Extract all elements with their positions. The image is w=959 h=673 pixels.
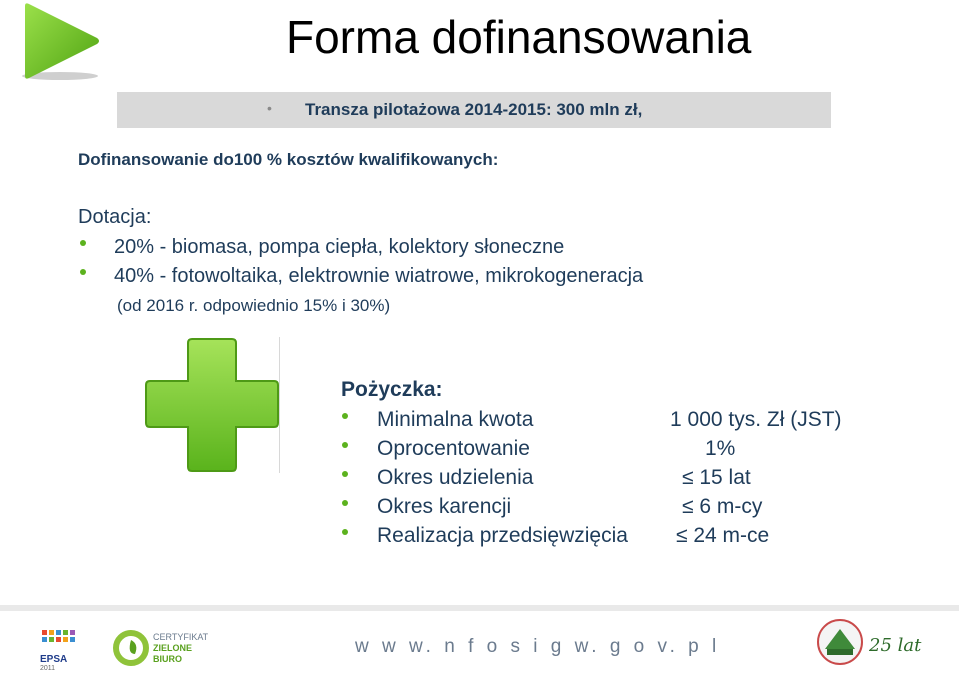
dotacja-item: 40% - fotowoltaika, elektrownie wiatrowe, mikrokogeneracja <box>114 265 644 287</box>
banner <box>117 92 831 128</box>
green-plus-icon <box>142 335 282 475</box>
bullet-icon <box>80 240 86 246</box>
divider <box>279 337 280 473</box>
anniversary-text: 25 lat <box>869 635 922 656</box>
pozyczka-label: Minimalna kwota <box>377 408 534 431</box>
dotacja-note: (od 2016 r. odpowiednio 15% i 30%) <box>117 296 391 315</box>
pozyczka-value: ≤ 15 lat <box>682 466 751 489</box>
pozyczka-value: ≤ 24 m-ce <box>676 524 770 547</box>
dotacja-item: 20% - biomasa, pompa ciepła, kolektory słoneczne <box>114 236 565 258</box>
nfosigw-25-lat-logo <box>815 617 935 669</box>
subheading: Dofinansowanie do100 % kosztów kwalifikowanych: <box>78 150 499 169</box>
pozyczka-value: ≤ 6 m-cy <box>682 495 763 518</box>
bullet-icon: • <box>267 100 272 116</box>
bullet-icon <box>342 471 348 477</box>
cert-line3: BIURO <box>153 654 182 664</box>
bullet-icon <box>342 413 348 419</box>
pozyczka-label: Okres karencji <box>377 495 512 518</box>
pozyczka-label: Okres udzielenia <box>377 466 534 489</box>
green-office-logo <box>113 630 213 668</box>
bullet-icon <box>80 269 86 275</box>
bullet-icon <box>342 442 348 448</box>
footer-divider <box>0 605 959 611</box>
bullet-icon <box>342 500 348 506</box>
epsa-text: EPSA <box>40 654 68 665</box>
cert-line2: ZIELONE <box>153 643 193 653</box>
pozyczka-label: Oprocentowanie <box>377 437 530 460</box>
epsa-logo <box>40 628 88 672</box>
website-url: w w w. n f o s i g w. g o v. p l <box>355 636 721 657</box>
banner-text: Transza pilotażowa 2014-2015: 300 mln zł, <box>305 100 643 119</box>
pozyczka-label: Realizacja przedsięwzięcia <box>377 524 628 547</box>
pozyczka-value: 1 000 tys. Zł (JST) <box>670 408 842 431</box>
dotacja-heading: Dotacja: <box>78 206 152 228</box>
bullet-icon <box>342 529 348 535</box>
cert-line1: CERTYFIKAT <box>153 632 209 642</box>
page-title: Forma dofinansowania <box>286 11 752 63</box>
pozyczka-heading: Pożyczka: <box>341 378 443 401</box>
epsa-year: 2011 <box>40 665 56 672</box>
pozyczka-value: 1% <box>705 437 736 460</box>
play-arrow-icon <box>15 0 105 82</box>
